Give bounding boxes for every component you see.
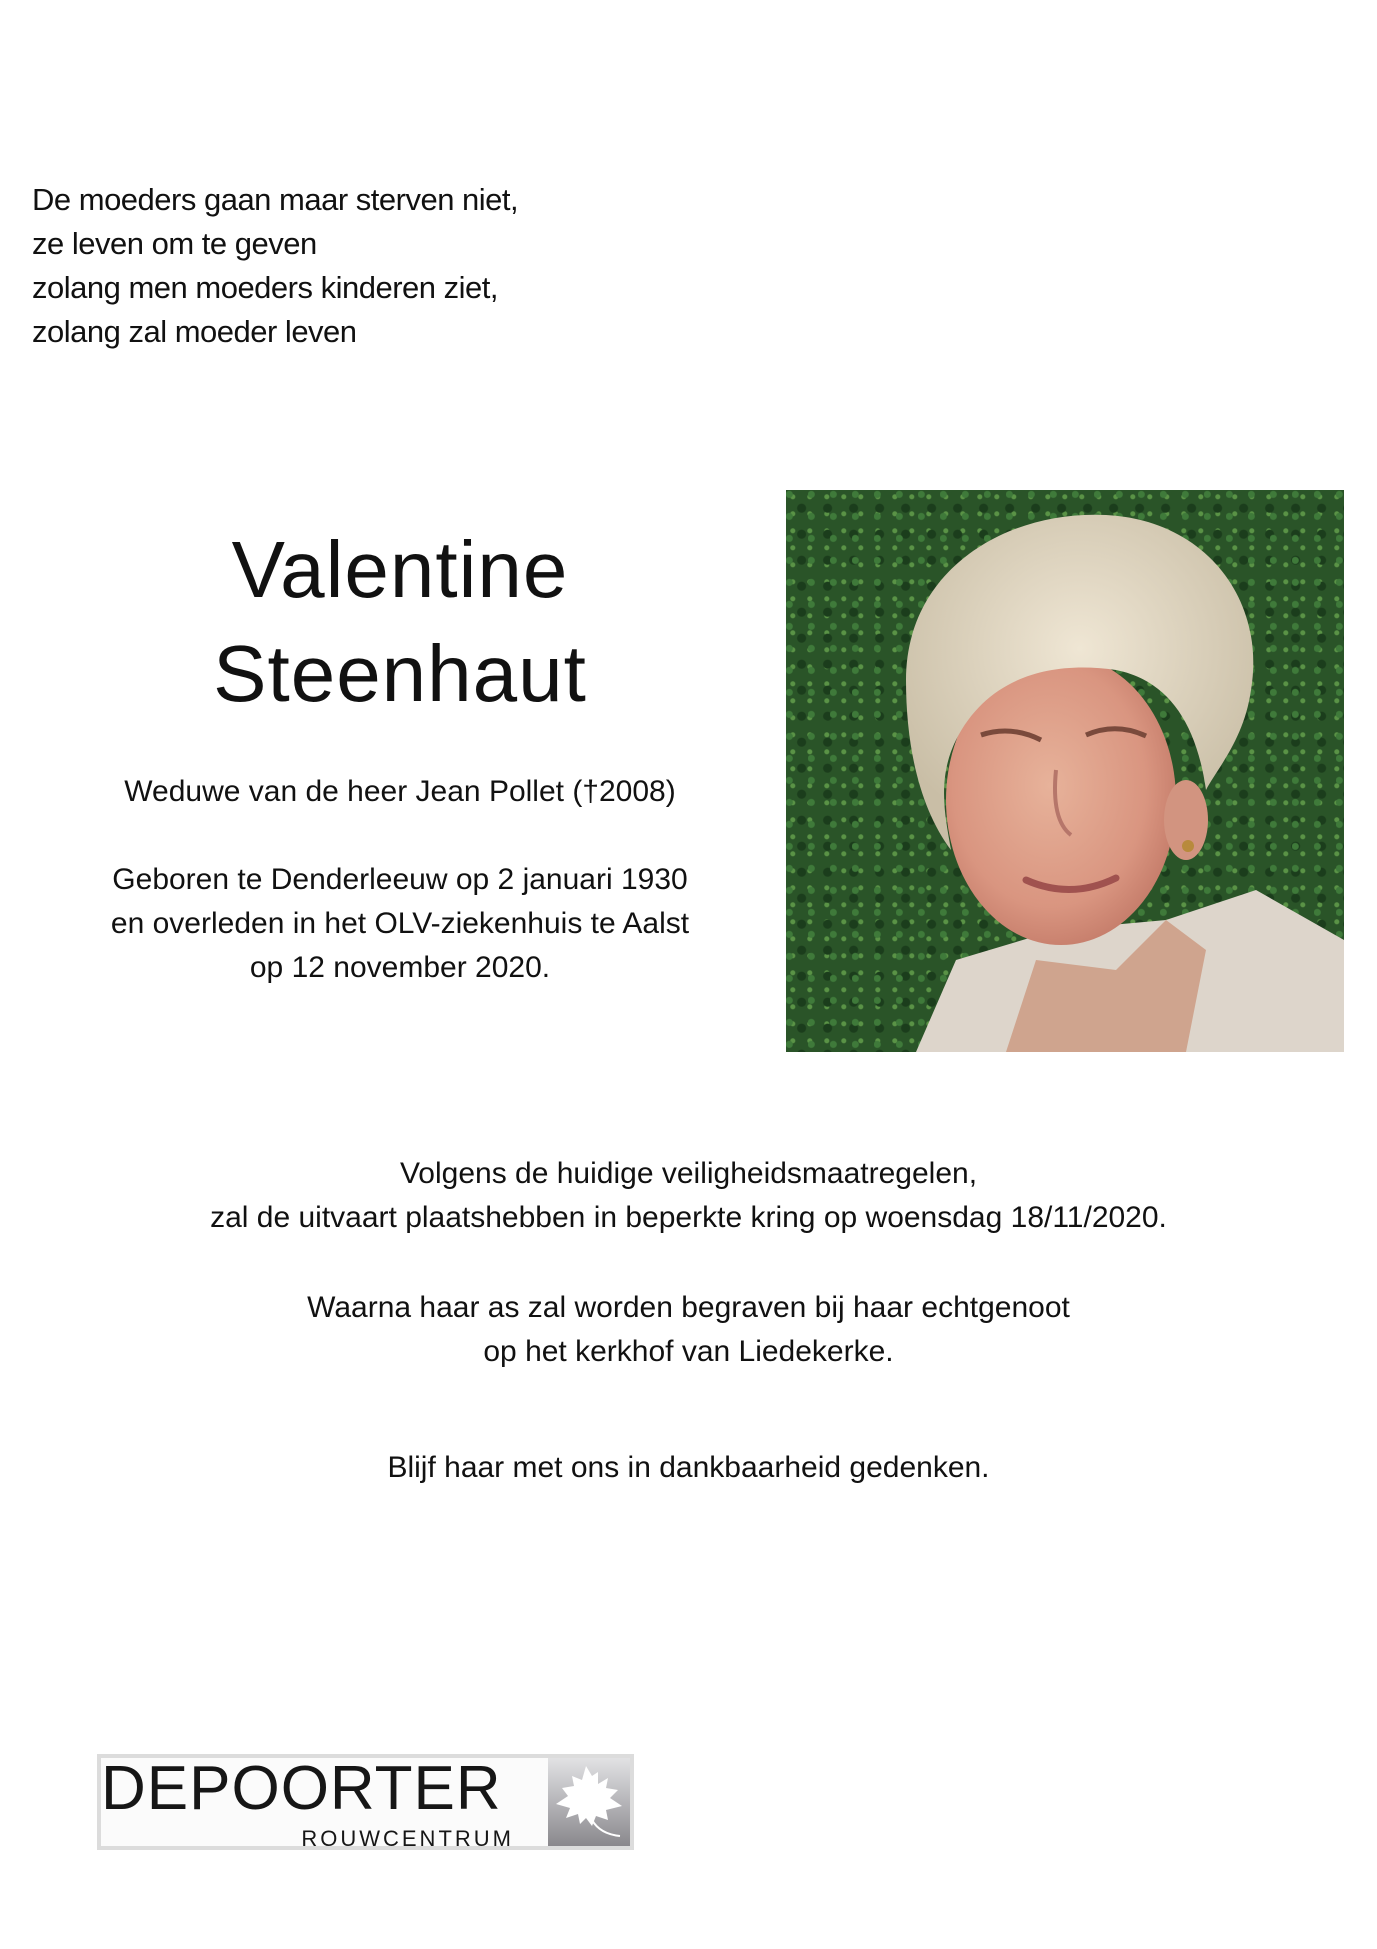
last-name: Steenhaut: [213, 629, 587, 718]
closing-line: Blijf haar met ons in dankbaarheid gedenken.: [387, 1451, 990, 1484]
portrait-illustration: [786, 490, 1344, 1052]
first-name: Valentine: [231, 525, 569, 614]
logo-name: DEPOORTER: [101, 1754, 502, 1823]
birth-line: Geboren te Denderleeuw op 2 januari 1930: [112, 863, 688, 896]
death-line: en overleden in het OLV-ziekenhuis te Aalst: [110, 907, 690, 940]
funeral-home-logo: [97, 1754, 634, 1850]
burial-notice: [0, 1286, 1377, 1374]
logo-subtitle: ROUWCENTRUM: [301, 1826, 514, 1851]
funeral-notice: [0, 1152, 1377, 1240]
death-date-line: op 12 november 2020.: [249, 951, 551, 984]
funeral-line: zal de uitvaart plaatshebben in beperkte kring op woensdag 18/11/2020.: [210, 1201, 1167, 1234]
birth-death-info: [20, 858, 780, 990]
portrait-photo: [786, 490, 1344, 1052]
burial-line: Waarna haar as zal worden begraven bij haar echtgenoot: [307, 1291, 1070, 1324]
maple-leaf-icon: [548, 1758, 630, 1846]
widow-line: Weduwe van de heer Jean Pollet (†2008): [124, 775, 676, 808]
poem-line: zolang men moeders kinderen ziet,: [32, 270, 498, 305]
poem: [32, 178, 518, 354]
poem-line: ze leven om te geven: [32, 226, 317, 261]
poem-line: zolang zal moeder leven: [32, 314, 357, 349]
burial-line: op het kerkhof van Liedekerke.: [483, 1335, 894, 1368]
poem-line: De moeders gaan maar sterven niet,: [32, 182, 519, 217]
funeral-line: Volgens de huidige veiligheidsmaatregelen,: [399, 1157, 978, 1190]
deceased-name: [20, 518, 780, 726]
